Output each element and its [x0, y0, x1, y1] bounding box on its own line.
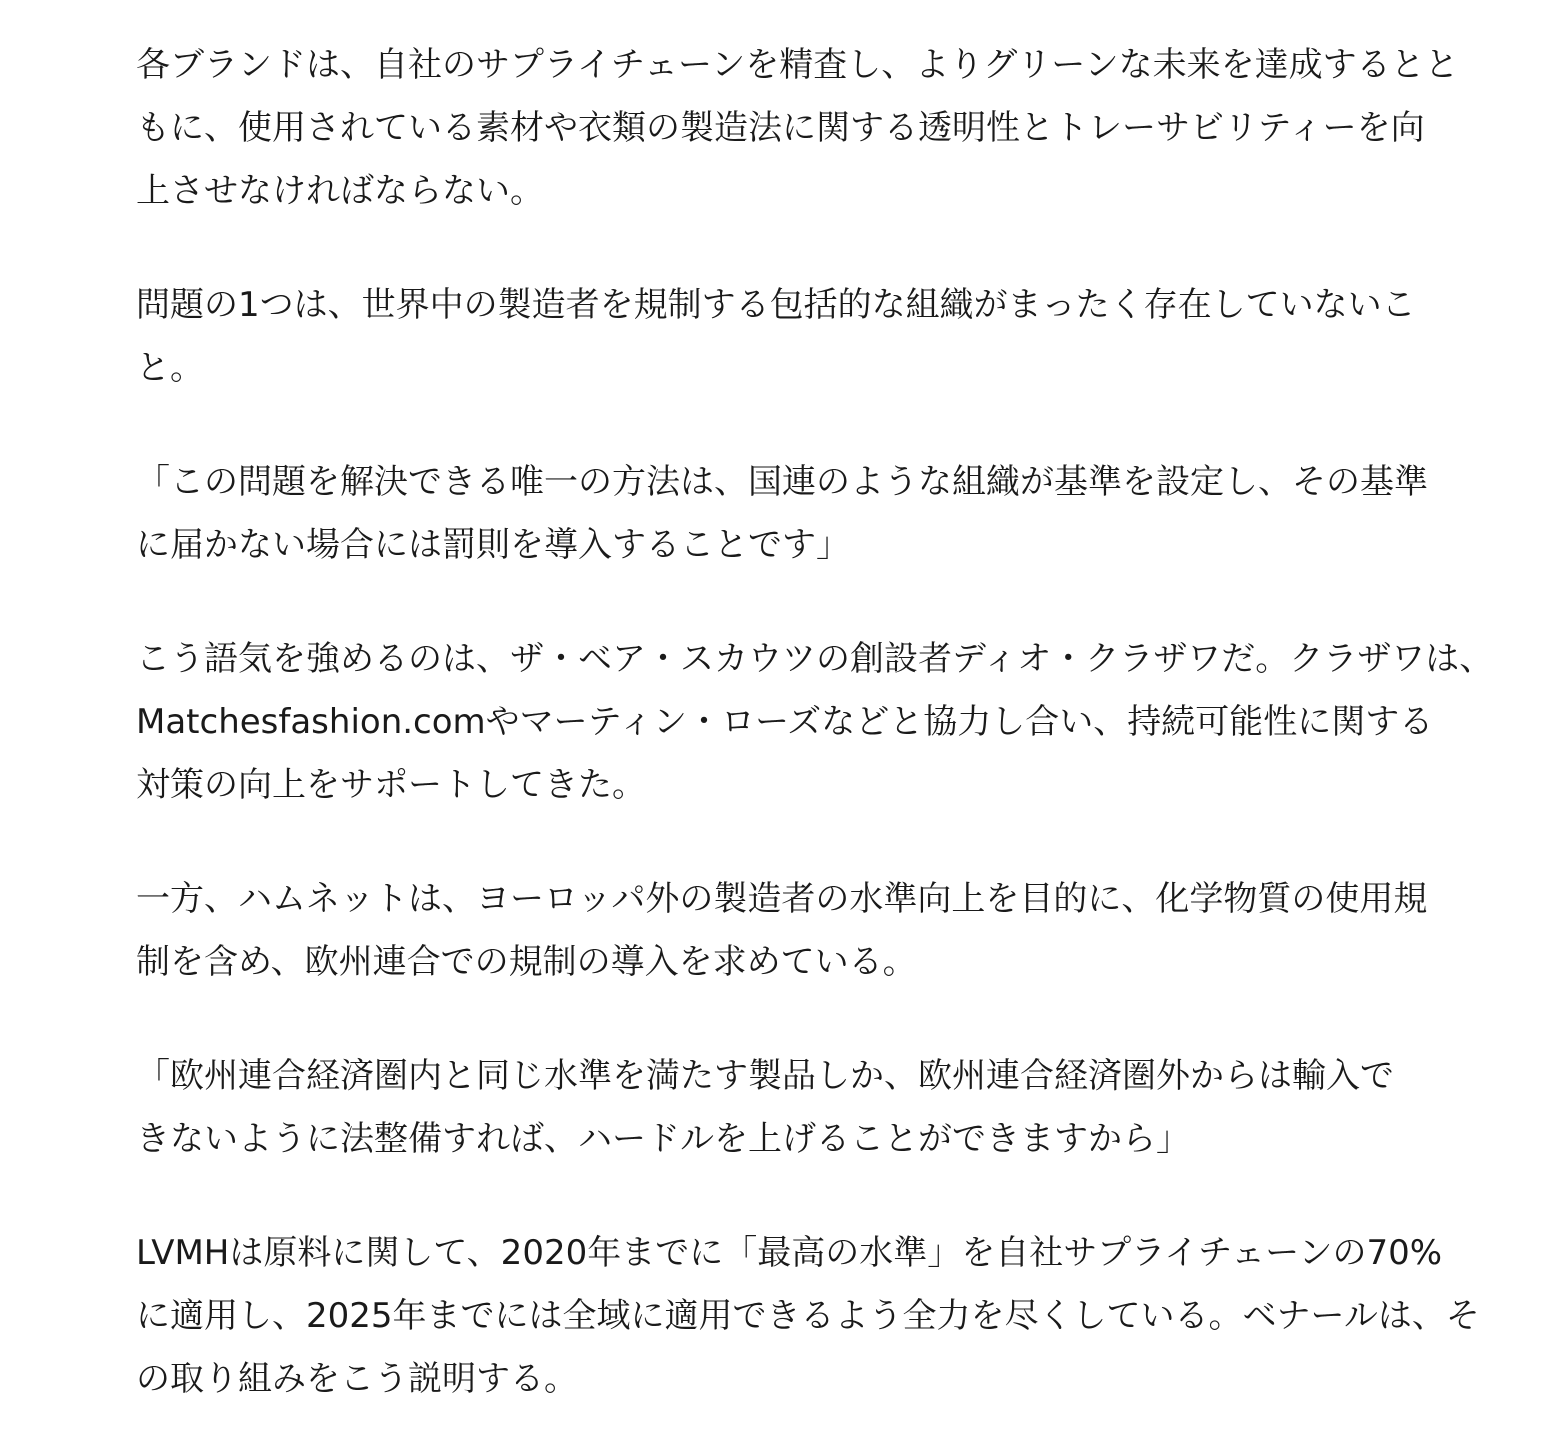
text-line: もに、使用されている素材や衣類の製造法に関する透明性とトレーサビリティーを向 [136, 108, 1425, 148]
paragraph-quote-eu [136, 1045, 1426, 1171]
text-line: に届かない場合には罰則を導入することです」 [136, 525, 850, 565]
text-line: 「この問題を解決できる唯一の方法は、国連のような組織が基準を設定し、その基準 [136, 462, 1428, 502]
text-line: に適用し、2025年までには全域に適用できるよう全力を尽くしている。ベナールは、そ [136, 1296, 1480, 1336]
text-line: 上させなければならない。 [136, 171, 544, 211]
text-line: の取り組みをこう説明する。 [136, 1359, 578, 1399]
paragraph-supply-chain [136, 34, 1459, 223]
text-line: こう語気を強めるのは、ザ・ベア・スカウツの創設者ディオ・クラザワだ。クラザワは、 [136, 639, 1494, 679]
text-line: 一方、ハムネットは、ヨーロッパ外の製造者の水準向上を目的に、化学物質の使用規 [136, 879, 1428, 919]
text-line: 「欧州連合経済圏内と同じ水準を満たす製品しか、欧州連合経済圏外からは輸入で [136, 1056, 1394, 1096]
text-line: LVMHは原料に関して、2020年までに「最高の水準」を自社サプライチェーンの70% [136, 1233, 1443, 1273]
text-line: きないように法整備すれば、ハードルを上げることができますから」 [136, 1119, 1190, 1159]
text-line: と。 [136, 348, 204, 388]
paragraph-regulation-problem [136, 274, 1426, 400]
text-line: 制を含め、欧州連合での規制の導入を求めている。 [136, 942, 917, 982]
paragraph-hamnett [136, 868, 1426, 994]
text-line: 対策の向上をサポートしてきた。 [136, 765, 646, 805]
paragraph-quote-un [136, 451, 1426, 577]
text-line: 問題の1つは、世界中の製造者を規制する包括的な組織がまったく存在していないこ [136, 285, 1416, 325]
paragraph-lvmh [136, 1222, 1480, 1411]
article-body [136, 34, 1494, 1411]
paragraph-kurasawa [136, 628, 1494, 817]
text-line: 各ブランドは、自社のサプライチェーンを精査し、よりグリーンな未来を達成するとと [136, 45, 1459, 85]
text-line: Matchesfashion.comやマーティン・ローズなどと協力し合い、持続可能性に関する [136, 702, 1434, 742]
